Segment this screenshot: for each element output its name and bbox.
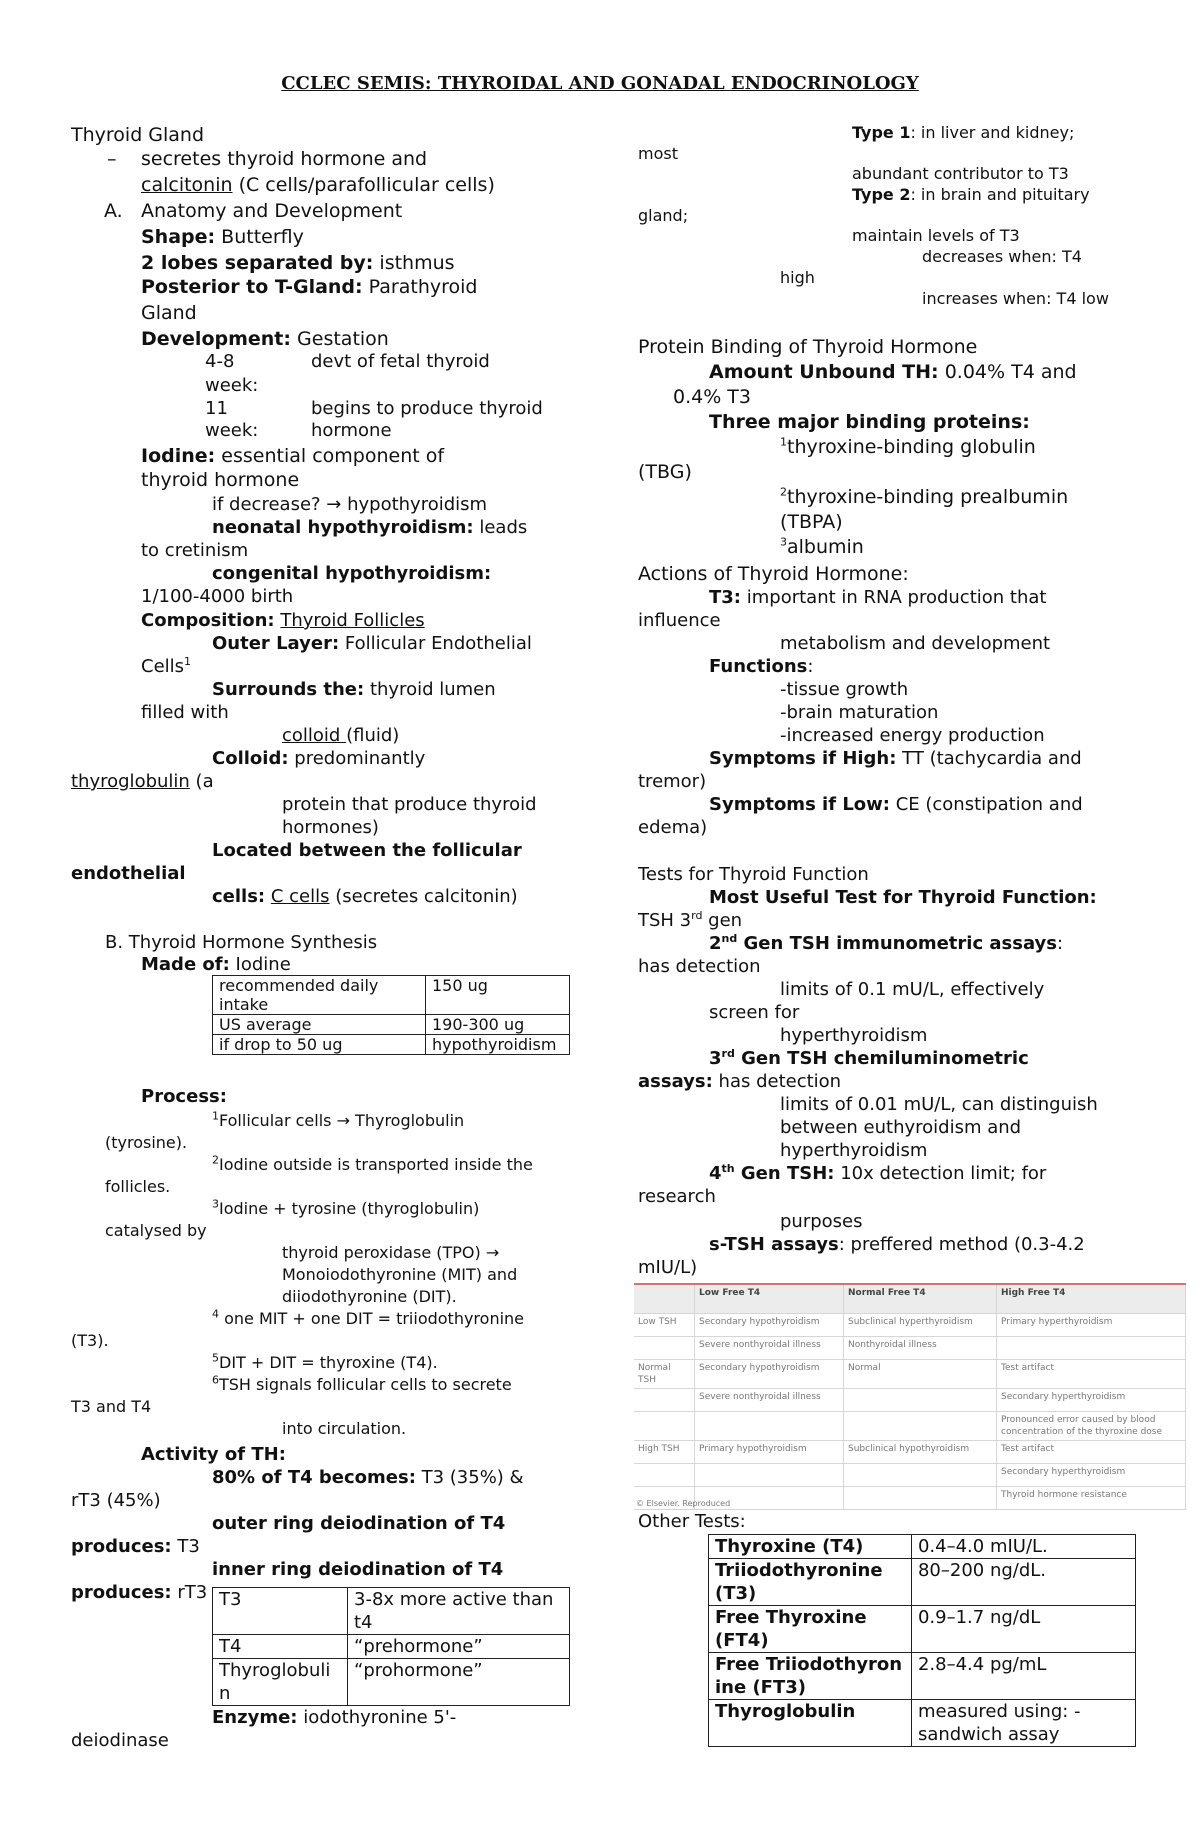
text-line (141, 655, 191, 678)
text-line: most (638, 144, 678, 163)
term: calcitonin (141, 174, 233, 196)
text-line: hormones) (282, 817, 379, 838)
label: Made of: (141, 954, 230, 975)
text: TSH signals follicular cells to secrete (219, 1375, 512, 1394)
table-cell: High Free T4 (997, 1284, 1186, 1314)
table-cell: Free Thyroxine (FT4) (709, 1606, 912, 1653)
table-row (213, 1659, 570, 1706)
text-line: Activity of TH: (141, 1444, 286, 1465)
text: 2 (709, 933, 722, 954)
table-cell: Test artifact (997, 1441, 1186, 1464)
text-line (212, 1199, 479, 1219)
table-cell (695, 1464, 844, 1487)
text-line (212, 1466, 524, 1489)
value: 0.04% T4 and (938, 361, 1077, 383)
text-line (141, 252, 455, 275)
text-line: tremor) (638, 771, 707, 792)
table-cell: T3 (213, 1588, 348, 1635)
table-cell (634, 1389, 695, 1412)
text-line (212, 1353, 438, 1373)
value: important in RNA production that (741, 587, 1047, 608)
text: 3 (709, 1048, 722, 1069)
text-line: high (780, 268, 815, 287)
table-cell (844, 1412, 997, 1441)
value: thyroid lumen (364, 679, 496, 700)
table-cell: Subclinical hyperthyroidism (844, 1314, 997, 1337)
value: : in liver and kidney; (910, 123, 1075, 142)
text-line: purposes (780, 1211, 863, 1232)
text-line (141, 226, 304, 249)
value: Follicular Endothelial (339, 633, 532, 654)
text-line: gland; (638, 206, 689, 225)
table-cell (634, 1337, 695, 1360)
table-cell: 0.4–4.0 mIU/L. (911, 1535, 1135, 1559)
text-line: (TBG) (638, 461, 692, 483)
label: Type 2 (852, 185, 911, 204)
table-cell: measured using: -sandwich assay (911, 1700, 1135, 1747)
text: (C cells/parafollicular cells) (232, 174, 495, 196)
text-line (709, 1047, 1029, 1070)
label: Surrounds the: (212, 679, 365, 700)
step-number: 3 (212, 1197, 219, 1211)
table-row (709, 1653, 1136, 1700)
label: Composition: (141, 610, 275, 631)
text: Follicular cells → Thyroglobulin (219, 1111, 465, 1130)
text: Iodine outside is transported inside the (219, 1155, 533, 1174)
tsh-interpretation-table (634, 1283, 1186, 1510)
text-line (282, 724, 399, 747)
section-heading: Anatomy and Development (141, 200, 403, 222)
value: Thyroid Follicles (280, 610, 425, 631)
table-cell: Thyroglobulin (213, 1659, 348, 1706)
text-line (212, 1111, 464, 1131)
text-line: -brain maturation (780, 702, 939, 723)
other-tests-table (708, 1534, 1136, 1747)
text-line: thyroid hormone (141, 469, 300, 491)
table-cell: “prehormone” (348, 1635, 570, 1659)
table-cell: T4 (213, 1635, 348, 1659)
text-line (141, 276, 477, 299)
value: Gestation (291, 328, 389, 350)
text-line (709, 747, 1082, 770)
label: 2 lobes separated by: (141, 252, 374, 274)
text-line: metabolism and development (780, 633, 1051, 654)
text-line: between euthyroidism and (780, 1117, 1022, 1138)
text: TSH 3 (638, 910, 692, 931)
table-row (709, 1535, 1136, 1559)
text-line (709, 793, 1083, 816)
text-line (638, 1070, 841, 1093)
text-line (709, 655, 813, 678)
list-number: 1 (780, 435, 787, 449)
superscript: rd (691, 909, 703, 922)
text-line: 4-8 (205, 351, 235, 372)
table-cell: if drop to 50 ug (213, 1035, 426, 1055)
text-line (709, 1162, 1046, 1185)
table-cell: 150 ug (426, 976, 570, 1015)
text-line (212, 1155, 533, 1175)
text: : (1057, 933, 1064, 954)
label (709, 933, 1057, 954)
text-line: outer ring deiodination of T4 (212, 1513, 506, 1534)
table-row (634, 1389, 1186, 1412)
text: Iodine + tyrosine (thyroglobulin) (219, 1199, 480, 1218)
table-cell: Nonthyroidal illness (844, 1337, 997, 1360)
text-line: edema) (638, 817, 708, 838)
text-line: 0.4% T3 (673, 386, 752, 408)
text-line: rT3 (45%) (71, 1490, 161, 1511)
text-line (212, 678, 496, 701)
text-line (141, 445, 444, 468)
text: gen (702, 910, 743, 931)
table-row (213, 1635, 570, 1659)
text-line: -tissue growth (780, 679, 909, 700)
superscript: nd (721, 932, 738, 945)
table-cell (844, 1487, 997, 1510)
text-line: thyroid peroxidase (TPO) → (282, 1243, 500, 1262)
value: T3 (35%) & (415, 1467, 524, 1488)
term: C cells (270, 886, 330, 907)
text-line: into circulation. (282, 1419, 407, 1438)
table-header-row (634, 1284, 1186, 1314)
text: 4 (709, 1163, 722, 1184)
table-row (213, 1015, 570, 1035)
text: : (807, 656, 814, 677)
table-cell: Thyroglobulin (709, 1700, 912, 1747)
label: cells: (212, 886, 266, 907)
table-row (213, 976, 570, 1015)
table-cell (634, 1284, 695, 1314)
step-number: 2 (212, 1153, 219, 1167)
text-line (709, 586, 1046, 609)
label (709, 1048, 1029, 1069)
section-heading: Actions of Thyroid Hormone: (638, 563, 909, 585)
text: Gen TSH: (734, 1163, 835, 1184)
term: thyroglobulin (71, 771, 190, 792)
text-line (212, 632, 532, 655)
text-line (212, 1706, 456, 1729)
text: thyroxine-binding prealbumin (787, 486, 1069, 508)
table-cell: Free Triiodothyronine (FT3) (709, 1653, 912, 1700)
table-row (634, 1464, 1186, 1487)
label: Outer Layer: (212, 633, 340, 654)
footnote-number: 1 (184, 655, 192, 668)
value: isthmus (373, 252, 455, 274)
label: Posterior to T-Gland: (141, 276, 363, 298)
section-heading: B. Thyroid Hormone Synthesis (105, 932, 378, 953)
text-line: begins to produce thyroid (311, 398, 543, 419)
text-line: inner ring deiodination of T4 (212, 1559, 504, 1580)
text-line: to cretinism (141, 540, 249, 561)
text-line (141, 953, 291, 976)
section-heading: Protein Binding of Thyroid Hormone (638, 336, 978, 358)
table-cell: “prohormone” (348, 1659, 570, 1706)
dash: – (107, 148, 117, 170)
text-line: limits of 0.1 mU/L, effectively (780, 979, 1045, 1000)
superscript: th (721, 1162, 735, 1175)
value: iodothyronine 5'- (297, 1707, 457, 1728)
table-row (709, 1559, 1136, 1606)
text-line (71, 1535, 200, 1558)
text-line: Three major binding proteins: (709, 411, 1030, 433)
term: colloid (282, 725, 347, 746)
text-line (141, 328, 389, 351)
text-line: increases when: T4 low (922, 289, 1109, 308)
label: s-TSH assays (709, 1234, 839, 1255)
label: Symptoms if High: (709, 748, 897, 769)
text-line: 11 (205, 398, 228, 419)
text-line (141, 609, 425, 632)
text-line: 1/100-4000 birth (141, 586, 294, 607)
label: Shape: (141, 226, 216, 248)
table-cell: Normal Free T4 (844, 1284, 997, 1314)
text-line (141, 174, 495, 197)
label: Enzyme: (212, 1707, 298, 1728)
superscript: rd (721, 1047, 735, 1060)
label: assays: (638, 1071, 713, 1092)
text-line (212, 516, 527, 539)
table-cell: Low Free T4 (695, 1284, 844, 1314)
table-cell: Primary hypothyroidism (695, 1441, 844, 1464)
table-row (634, 1360, 1186, 1389)
value: : in brain and pituitary (910, 185, 1090, 204)
text: (secretes calcitonin) (329, 886, 518, 907)
table-cell: Secondary hyperthyroidism (997, 1464, 1186, 1487)
table-row (634, 1412, 1186, 1441)
table-cell: hypothyroidism (426, 1035, 570, 1055)
text-line: Located between the follicular (212, 840, 522, 861)
text-line: hyperthyroidism (780, 1140, 928, 1161)
text-line (852, 185, 1090, 205)
text-line: screen for (709, 1002, 800, 1023)
text-line (212, 1309, 524, 1329)
text-line: influence (638, 610, 721, 631)
value: Parathyroid (362, 276, 478, 298)
text-line: deiodinase (71, 1730, 169, 1751)
label: produces: (71, 1536, 172, 1557)
section-heading: Tests for Thyroid Function (638, 864, 869, 885)
table-cell (844, 1389, 997, 1412)
text-line (212, 747, 425, 770)
table-cell: Test artifact (997, 1360, 1186, 1389)
value: : preffered method (0.3-4.2 (838, 1234, 1085, 1255)
text: Gen TSH immunometric assays (737, 933, 1057, 954)
text-line: diiodothyronine (DIT). (282, 1287, 457, 1306)
text-line: if decrease? → hypothyroidism (212, 494, 488, 515)
text: albumin (787, 536, 864, 558)
label: Symptoms if Low: (709, 794, 890, 815)
text-line: hyperthyroidism (780, 1025, 928, 1046)
text-line: mIU/L) (638, 1257, 698, 1278)
text-line: (TBPA) (780, 511, 843, 533)
text: Cells (141, 656, 185, 677)
text-line: Most Useful Test for Thyroid Function: (709, 887, 1097, 908)
label (709, 1163, 834, 1184)
label: Iodine: (141, 445, 216, 467)
value: essential component of (215, 445, 445, 467)
table-cell: Subclinical hypothyroidism (844, 1441, 997, 1464)
section-heading: Other Tests: (638, 1511, 746, 1532)
label: Development: (141, 328, 291, 350)
table-row (709, 1700, 1136, 1747)
text: (a (189, 771, 214, 792)
text: DIT + DIT = thyroxine (T4). (219, 1353, 438, 1372)
value: predominantly (288, 748, 426, 769)
table-cell: US average (213, 1015, 426, 1035)
text-line: catalysed by (105, 1221, 207, 1240)
table-cell: 80–200 ng/dL. (911, 1559, 1135, 1606)
table-cell (844, 1464, 997, 1487)
table-cell: 190-300 ug (426, 1015, 570, 1035)
text-line (709, 932, 1063, 955)
table-row (634, 1337, 1186, 1360)
table-cell: Severe nonthyroidal illness (695, 1337, 844, 1360)
value: Butterfly (215, 226, 304, 248)
text-line (709, 361, 1077, 384)
text-line (852, 123, 1074, 143)
table-row (213, 1035, 570, 1055)
step-number: 4 (212, 1307, 219, 1321)
value: TT (tachycardia and (896, 748, 1082, 769)
value: T3 (171, 1536, 200, 1557)
value: 10x detection limit; for (834, 1163, 1047, 1184)
text-line: follicles. (105, 1177, 171, 1196)
table-row (634, 1441, 1186, 1464)
hormone-table (212, 1587, 570, 1706)
label: T3: (709, 587, 742, 608)
text-line (780, 436, 1036, 459)
text-line: Process: (141, 1086, 227, 1107)
text-line: week: (205, 420, 259, 441)
text-line: T3 and T4 (71, 1397, 152, 1416)
text-line: decreases when: T4 (922, 247, 1082, 266)
table-cell: Secondary hypothyroidism (695, 1314, 844, 1337)
label: Type 1 (852, 123, 911, 142)
text-line (780, 536, 864, 559)
label: Colloid: (212, 748, 289, 769)
table-cell: Secondary hyperthyroidism (997, 1389, 1186, 1412)
text-line (780, 486, 1068, 509)
table-cell: recommended daily intake (213, 976, 426, 1015)
text-line: devt of fetal thyroid (311, 351, 490, 372)
step-number: 5 (212, 1351, 219, 1365)
text-line: hormone (311, 420, 392, 441)
table-cell: Pronounced error caused by blood concentration of the thyroxine dose (997, 1412, 1186, 1441)
value: Iodine (229, 954, 291, 975)
list-number: 3 (780, 535, 787, 549)
table-cell: Thyroid hormone resistance (997, 1487, 1186, 1510)
table-row (709, 1606, 1136, 1653)
text-line: filled with (141, 702, 229, 723)
text-line (709, 1233, 1085, 1256)
value: rT3 (171, 1582, 208, 1603)
text: (fluid) (346, 725, 400, 746)
table-cell: 0.9–1.7 ng/dL (911, 1606, 1135, 1653)
text-line (71, 1581, 207, 1604)
figure-caption: © Elsevier. Reproduced (636, 1499, 731, 1508)
text-line: endothelial (71, 863, 186, 884)
table-cell: Severe nonthyroidal illness (695, 1389, 844, 1412)
text: one MIT + one DIT = triiodothyronine (219, 1309, 525, 1328)
text-line: week: (205, 375, 259, 396)
text-line: (tyrosine). (105, 1133, 188, 1152)
table-cell: Triiodothyronine (T3) (709, 1559, 912, 1606)
table-cell: 2.8–4.4 pg/mL (911, 1653, 1135, 1700)
value: has detection (712, 1071, 842, 1092)
table-cell: Low TSH (634, 1314, 695, 1337)
text-line (212, 1375, 512, 1395)
section-letter: A. (104, 200, 123, 222)
text-line: (T3). (71, 1331, 109, 1350)
iodine-table (212, 975, 570, 1055)
text-line: secretes thyroid hormone and (141, 148, 428, 170)
table-cell (695, 1412, 844, 1441)
table-cell (997, 1337, 1186, 1360)
heading-thyroid-gland: Thyroid Gland (71, 124, 205, 146)
text-line: Monoiodothyronine (MIT) and (282, 1265, 518, 1284)
text-line: Gland (141, 302, 197, 324)
text-line: maintain levels of T3 (852, 226, 1020, 245)
table-cell (634, 1412, 695, 1441)
table-cell: Primary hyperthyroidism (997, 1314, 1186, 1337)
text-line (638, 909, 742, 932)
table-cell: Normal TSH (634, 1360, 695, 1389)
label: produces: (71, 1582, 172, 1603)
table-cell: Normal (844, 1360, 997, 1389)
text-line (71, 770, 214, 793)
text-line: protein that produce thyroid (282, 794, 537, 815)
text: thyroxine-binding globulin (787, 436, 1036, 458)
label: 80% of T4 becomes: (212, 1467, 416, 1488)
table-cell: Secondary hypothyroidism (695, 1360, 844, 1389)
step-number: 1 (212, 1109, 219, 1123)
label: neonatal hypothyroidism: (212, 517, 474, 538)
text-line: congenital hypothyroidism: (212, 563, 492, 584)
text-line: -increased energy production (780, 725, 1045, 746)
label: Functions (709, 656, 808, 677)
label: Amount Unbound TH: (709, 361, 939, 383)
text-line: limits of 0.01 mU/L, can distinguish (780, 1094, 1098, 1115)
table-cell: Thyroxine (T4) (709, 1535, 912, 1559)
text-line (212, 885, 518, 908)
page-title: CCLEC SEMIS: THYROIDAL AND GONADAL ENDOCRINOLOGY (281, 73, 919, 94)
text-line: has detection (638, 956, 761, 977)
table-row (213, 1588, 570, 1635)
table-cell: High TSH (634, 1441, 695, 1464)
text: Gen TSH chemiluminometric (734, 1048, 1029, 1069)
value: leads (473, 517, 528, 538)
list-number: 2 (780, 485, 787, 499)
text-line: research (638, 1186, 716, 1207)
table-cell (634, 1464, 695, 1487)
table-cell: 3-8x more active than t4 (348, 1588, 570, 1635)
value: CE (constipation and (889, 794, 1083, 815)
text-line: abundant contributor to T3 (852, 164, 1069, 183)
step-number: 6 (212, 1373, 219, 1387)
table-row (634, 1314, 1186, 1337)
